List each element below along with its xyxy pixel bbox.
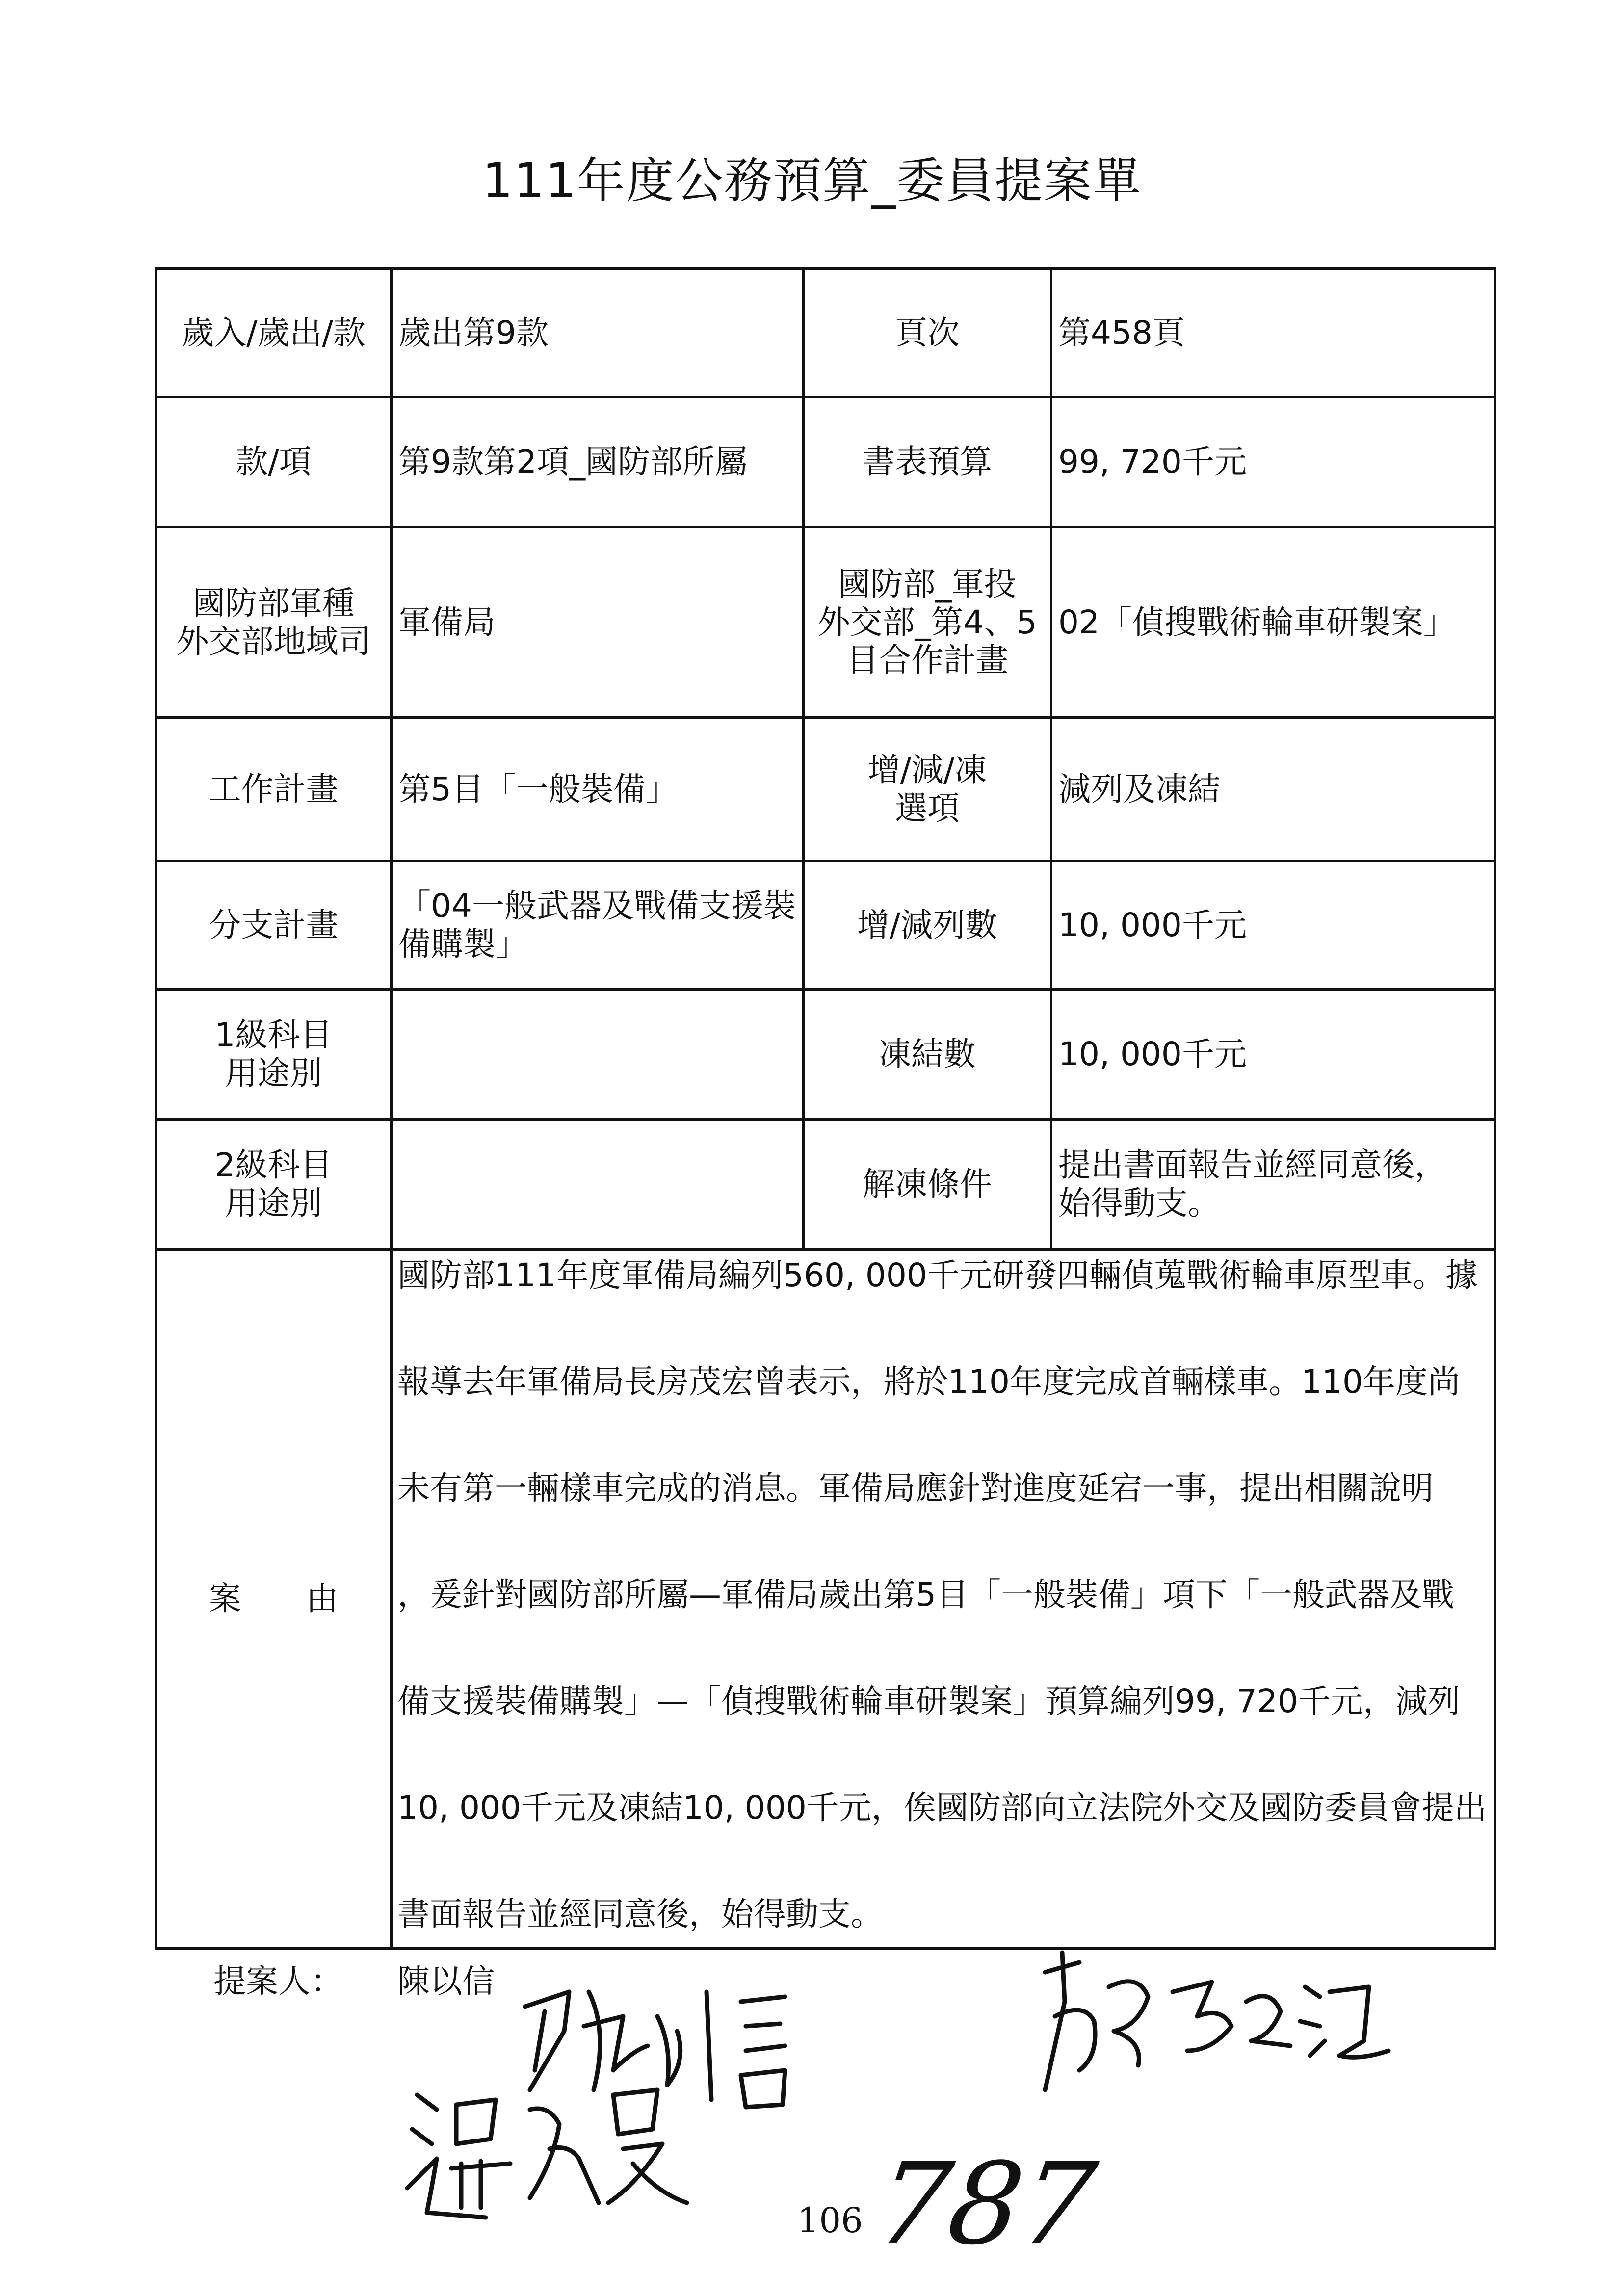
table-row — [156, 269, 1495, 397]
proposer-label: 提案人： — [213, 1962, 343, 2000]
field-value: 99, 720千元 — [1051, 397, 1495, 527]
field-value: 10, 000千元 — [1051, 990, 1495, 1120]
field-value — [392, 861, 804, 990]
reason-line: 備支援裝備購製」—「偵搜戰術輪車研製案」預算編列99, 720千元，減列 — [397, 1682, 1460, 1720]
table-row — [156, 397, 1495, 527]
label-line: 用途別 — [225, 1184, 322, 1222]
field-value: 軍備局 — [392, 527, 804, 718]
document-title: 111年度公務預算_委員提案單 — [482, 153, 1142, 209]
label-line: 國防部軍種 — [192, 584, 355, 622]
proposer-name: 陳以信 — [397, 1962, 495, 2000]
table-row — [156, 1250, 1495, 1949]
handwritten-number: 787 — [869, 2139, 1103, 2270]
page-number: 106 — [797, 2200, 863, 2241]
proposal-form-table — [155, 267, 1496, 1950]
field-value: 10, 000千元 — [1051, 861, 1495, 990]
reason-line: 10, 000千元及凍結10, 000千元，俟國防部向立法院外交及國防委員會提出 — [397, 1789, 1487, 1826]
reason-line: 未有第一輛樣車完成的消息。軍備局應針對進度延宕一事，提出相關說明 — [397, 1469, 1434, 1507]
field-label — [156, 990, 392, 1120]
field-label: 解凍條件 — [804, 1120, 1051, 1250]
label-line: 外交部_第4、5 — [817, 603, 1037, 641]
field-label: 款/項 — [156, 397, 392, 527]
field-label — [156, 527, 392, 718]
signature-3 — [402, 2075, 707, 2237]
label-line: 外交部地域司 — [176, 622, 371, 660]
field-value — [1051, 1120, 1495, 1250]
field-label: 增/減列數 — [804, 861, 1051, 990]
field-label — [804, 527, 1051, 718]
field-label — [156, 1120, 392, 1250]
field-label: 歲入/歲出/款 — [156, 269, 392, 397]
label-line: 用途別 — [225, 1054, 322, 1092]
label-line: 國防部_軍投 — [838, 565, 1017, 603]
table-row — [156, 990, 1495, 1120]
value-line: 「04一般武器及戰備支援裝 — [398, 887, 796, 925]
reason-line: 書面報告並經同意後，始得動支。 — [397, 1895, 883, 1933]
field-value: 第458頁 — [1051, 269, 1495, 397]
field-value — [392, 990, 804, 1120]
table-row — [156, 861, 1495, 990]
label-line: 2級科目 — [214, 1146, 333, 1184]
label-line: 1級科目 — [214, 1016, 333, 1054]
field-value: 02「偵搜戰術輪車研製案」 — [1051, 527, 1495, 718]
reason-text — [392, 1250, 1495, 1949]
field-value: 第5目「一般裝備」 — [392, 718, 804, 861]
label-line: 選項 — [895, 789, 960, 827]
reason-label: 案 由 — [156, 1250, 392, 1949]
value-line: 備購製」 — [398, 925, 528, 963]
field-value: 歲出第9款 — [392, 269, 804, 397]
table-row — [156, 1120, 1495, 1250]
value-line: 提出書面報告並經同意後， — [1058, 1146, 1447, 1184]
reason-line: 報導去年軍備局長房茂宏曾表示，將於110年度完成首輛樣車。110年度尚 — [397, 1363, 1460, 1401]
field-label: 書表預算 — [804, 397, 1051, 527]
field-label — [804, 718, 1051, 861]
field-value: 第9款第2項_國防部所屬 — [392, 397, 804, 527]
field-label: 凍結數 — [804, 990, 1051, 1120]
reason-line: 國防部111年度軍備局編列560, 000千元研發四輛偵蒐戰術輪車原型車。據 — [397, 1256, 1478, 1294]
field-value: 減列及凍結 — [1051, 718, 1495, 861]
reason-line: ，爰針對國防部所屬—軍備局歲出第5目「一般裝備」項下「一般武器及戰 — [397, 1576, 1454, 1614]
value-line: 始得動支。 — [1058, 1184, 1220, 1222]
table-row — [156, 527, 1495, 718]
field-label: 頁次 — [804, 269, 1051, 397]
table-row — [156, 718, 1495, 861]
field-label: 工作計畫 — [156, 718, 392, 861]
label-line: 目合作計畫 — [846, 641, 1008, 679]
signature-2 — [1025, 1943, 1398, 2114]
label-line: 增/減/凍 — [867, 751, 987, 789]
field-value — [392, 1120, 804, 1250]
field-label: 分支計畫 — [156, 861, 392, 990]
